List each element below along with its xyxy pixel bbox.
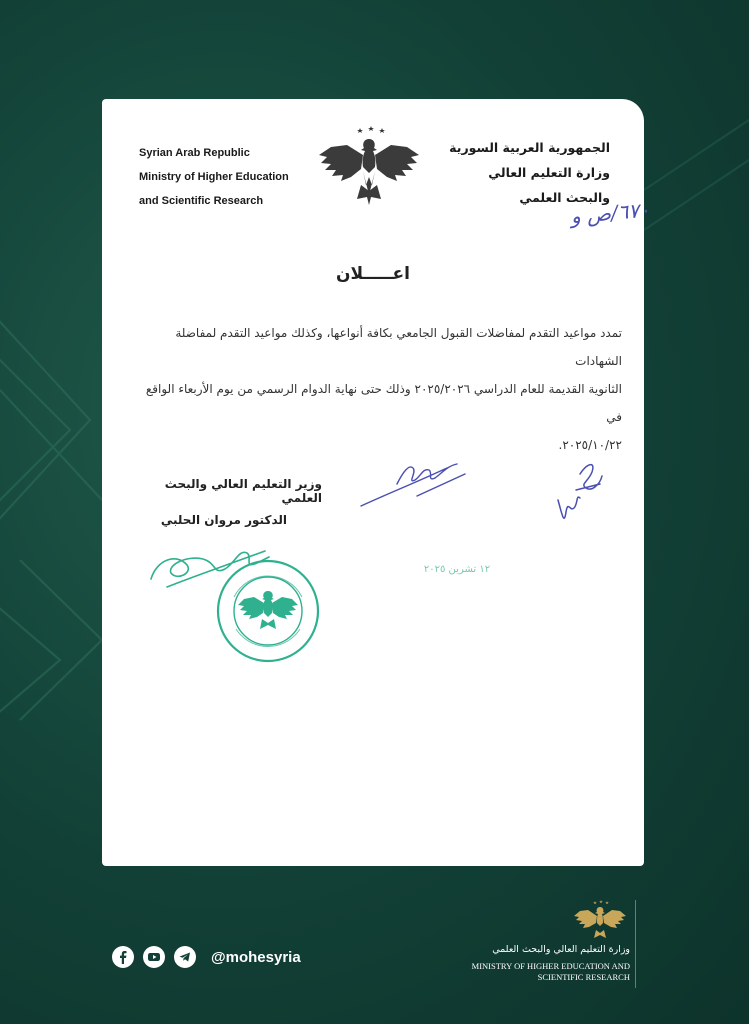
logo-english-text — [440, 961, 630, 983]
english-letterhead — [139, 141, 299, 213]
header-ar-line-1: الجمهورية العربية السورية — [449, 140, 610, 155]
arabic-letterhead — [440, 135, 610, 210]
social-handle[interactable]: @mohesyria — [211, 948, 301, 966]
header-ar-line-2: وزارة التعليم العالي — [488, 165, 610, 180]
handwritten-signature-1 — [357, 454, 477, 514]
logo-english-line-1: MINISTRY OF HIGHER EDUCATION AND — [471, 961, 630, 971]
facebook-icon[interactable] — [112, 946, 134, 968]
header-en-line-2: Ministry of Higher Education — [139, 171, 289, 183]
minister-name: الدكتور مروان الحلبي — [160, 513, 287, 527]
date-stamp: ١٢ تشرين ٢٠٢٥ — [423, 564, 491, 575]
document-page — [102, 99, 651, 866]
announcement-title: اعـــــلان — [336, 264, 410, 284]
body-line-3: ٢٠٢٥/١٠/٢٢. — [558, 438, 622, 452]
header-en-line-3: and Scientific Research — [139, 195, 264, 207]
eagle-emblem-icon — [317, 125, 421, 207]
reference-number: ٦٧٠/ص و — [569, 197, 651, 229]
handwritten-signature-2 — [550, 454, 610, 529]
header-ar-line-3: والبحث العلمي — [519, 190, 610, 205]
logo-divider — [635, 900, 636, 988]
body-line-1: تمدد مواعيد التقدم لمفاضلات القبول الجامعي بكافة أنواعها، وكذلك مواعيد التقدم لمفاضلة الشهادات — [175, 326, 622, 368]
body-line-2: الثانوية القديمة للعام الدراسي ٢٠٢٥/٢٠٢٦ وذلك حتى نهاية الدوام الرسمي من يوم الأربعاء الواقع في — [145, 382, 622, 424]
logo-english-line-2: SCIENTIFIC RESEARCH — [537, 972, 630, 982]
announcement-body — [138, 319, 622, 459]
official-seal-icon — [214, 557, 322, 665]
youtube-icon[interactable] — [143, 946, 165, 968]
minister-title: وزير التعليم العالي والبحث العلمي — [164, 477, 322, 505]
ministry-logo — [440, 900, 640, 990]
logo-arabic-text: وزارة التعليم العالي والبحث العلمي — [492, 944, 630, 955]
header-en-line-1: Syrian Arab Republic — [139, 147, 250, 159]
gold-eagle-icon — [572, 900, 628, 942]
social-links — [112, 944, 301, 970]
telegram-icon[interactable] — [174, 946, 196, 968]
